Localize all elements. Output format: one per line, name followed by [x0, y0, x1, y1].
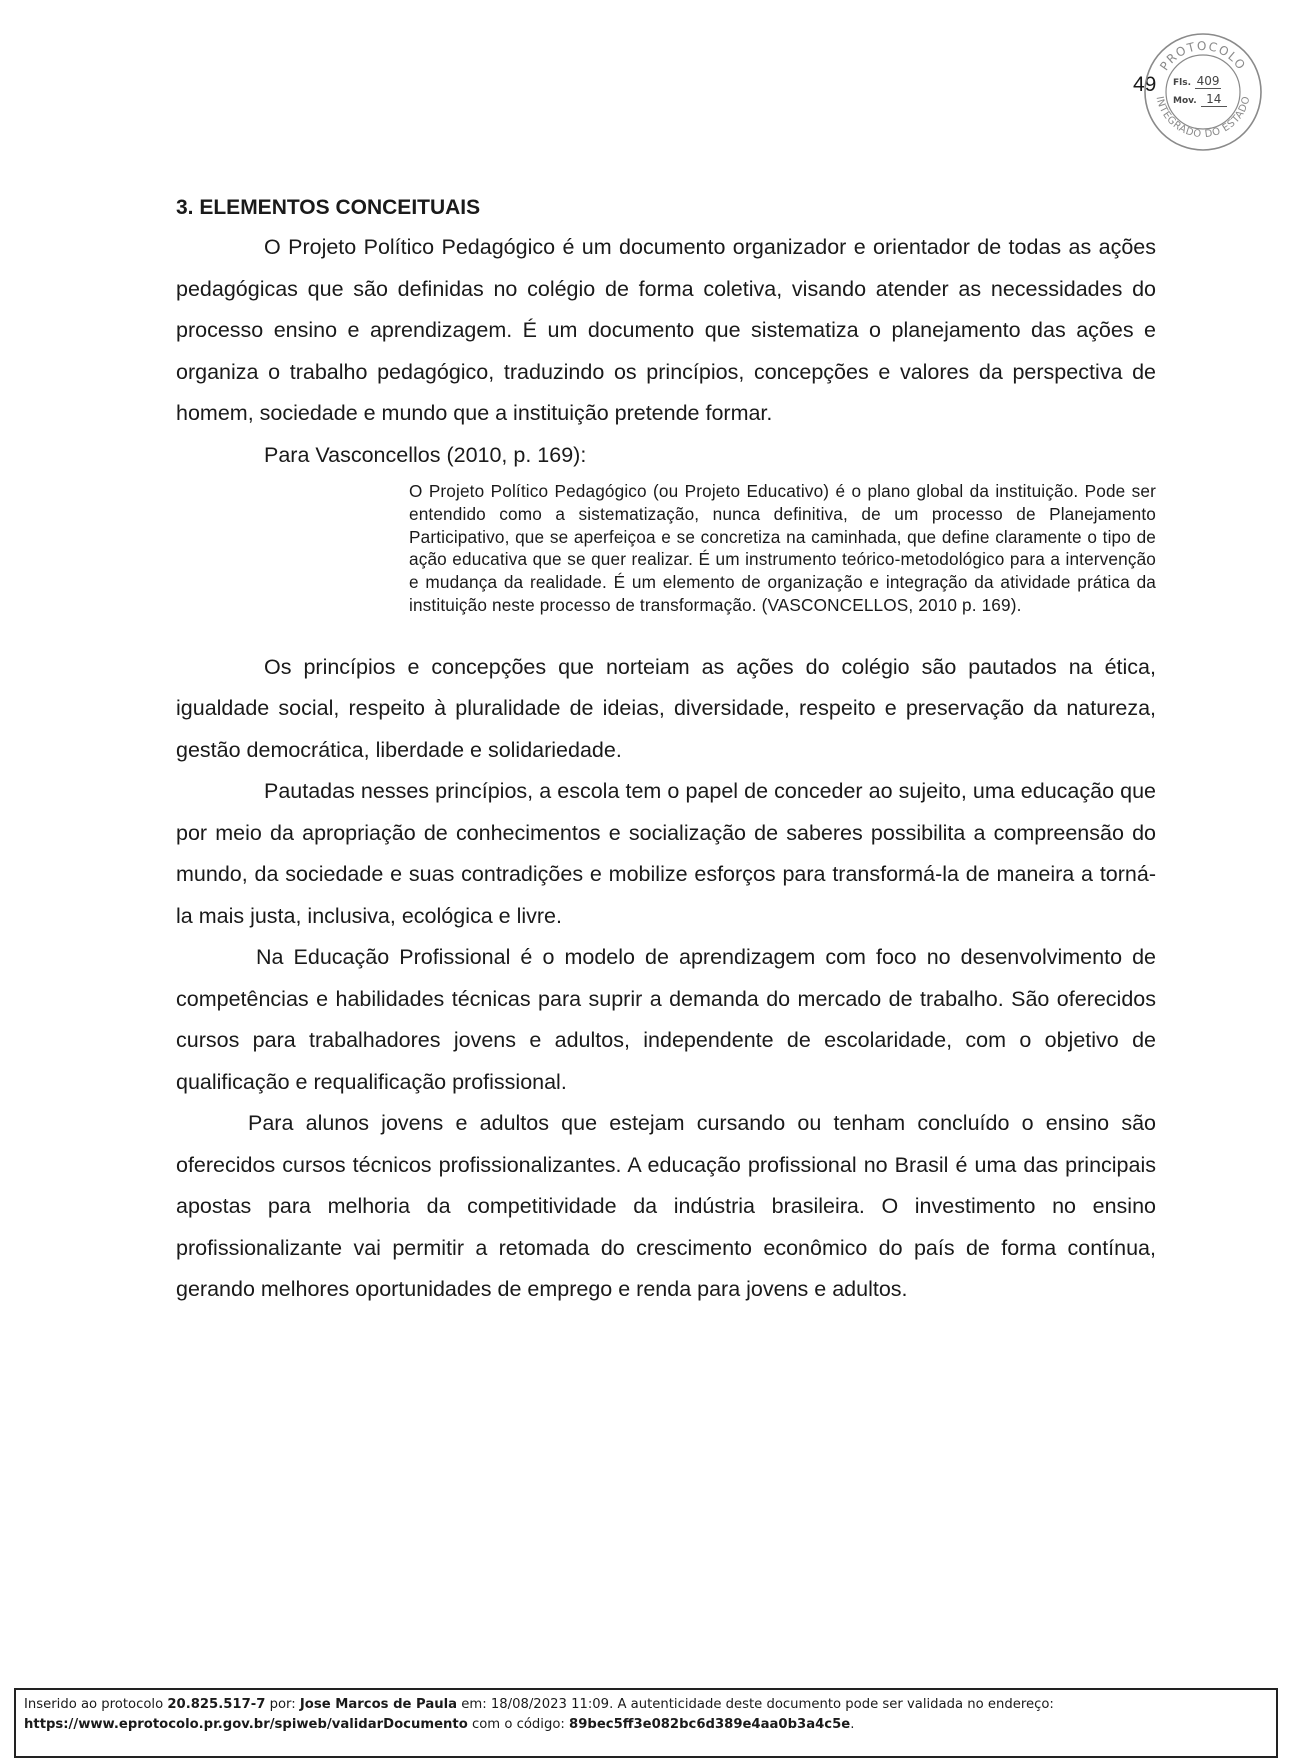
- protocol-stamp: [1143, 32, 1263, 152]
- paragraph-2: Os princípios e concepções que norteiam as ações do colégio são pautados na ética, igualdade social, respeito à pluralidade de ideias, diversidade, respeito e preservação da natureza, gestão democrática, liberdade e solidariedade.: [176, 654, 1156, 762]
- paragraph-3: Pautadas nesses princípios, a escola tem o papel de conceder ao sujeito, uma educação que por meio da apropriação de conhecimentos e socialização de saberes possibilita a compreensão do mundo, da sociedade e suas contradições e mobilize esforços para transformá-la de maneira a torná-la mais justa, inclusiva, ecológica e livre.: [176, 779, 1156, 928]
- footer-line-2: [24, 1715, 1268, 1735]
- stamp-fls-value: 409: [1196, 74, 1220, 88]
- stamp-mov-label: Mov.: [1173, 96, 1197, 106]
- footer-text: Inserido ao protocolo: [24, 1697, 168, 1712]
- paragraph-5: Para alunos jovens e adultos que estejam cursando ou tenham concluído o ensino são oferecidos cursos técnicos profissionalizantes. A educação profissional no Brasil é uma das principais apostas para melhoria da competitividade da indústria brasileira. O investimento no ensino profissionalizante vai permitir a retomada do crescimento econômico do país de forma contínua, gerando melhores oportunidades de emprego e renda para jovens e adultos.: [176, 1111, 1156, 1302]
- footer-validation-code: 89bec5ff3e082bc6d389e4aa0b3a4c5e: [569, 1717, 851, 1732]
- footer-text: .: [850, 1717, 855, 1732]
- stamp-ring-top: PROTOCOLO: [1157, 38, 1249, 74]
- footer-protocol-number: 20.825.517-7: [167, 1697, 266, 1712]
- stamp-mov-value: 14: [1201, 92, 1227, 107]
- footer-line-1: [24, 1695, 1268, 1715]
- stamp-fields: [1173, 74, 1243, 110]
- footer-text: por:: [265, 1697, 300, 1712]
- section-heading: 3. ELEMENTOS CONCEITUAIS: [176, 196, 481, 219]
- footer-text: em: 18/08/2023 11:09. A autenticidade deste documento pode ser validada no endereço:: [457, 1697, 1054, 1712]
- footer-validation-url[interactable]: https://www.eprotocolo.pr.gov.br/spiweb/validarDocumento: [24, 1717, 468, 1732]
- page-number: 49: [1133, 73, 1157, 96]
- validation-footer: [14, 1688, 1278, 1758]
- quote-lead: Para Vasconcellos (2010, p. 169):: [264, 442, 587, 467]
- footer-author: Jose Marcos de Paula: [299, 1697, 458, 1712]
- paragraph-1: O Projeto Político Pedagógico é um documento organizador e orientador de todas as ações pedagógicas que são definidas no colégio de forma coletiva, visando atender as necessidades do processo ensino e aprendizagem. É um documento que sistematiza o planejamento das ações e organiza o trabalho pedagógico, traduzindo os princípios, concepções e valores da perspectiva de homem, sociedade e mundo que a instituição pretende formar.: [176, 235, 1156, 425]
- page-content: [176, 195, 1156, 1311]
- footer-text: com o código:: [467, 1717, 570, 1732]
- block-quote: O Projeto Político Pedagógico (ou Projeto Educativo) é o plano global da instituição. Pode ser entendido como a sistematização, nunca definitiva, de um processo de Planejamento Participativo, que se aperfeiçoa e se concretiza na caminhada, que define claramente o tipo de ação educativa que se quer realizar. É um instrumento teórico-metodológico para a intervenção e mudança da realidade. É um elemento de organização e integração da atividade prática da instituição neste processo de transformação. (VASCONCELLOS, 2010 p. 169).: [409, 481, 1156, 615]
- stamp-ring-bottom: INTEGRADO DO ESTADO: [1153, 95, 1253, 141]
- stamp-fls-label: Fls.: [1173, 78, 1192, 88]
- paragraph-4: Na Educação Profissional é o modelo de aprendizagem com foco no desenvolvimento de competências e habilidades técnicas para suprir a demanda do mercado de trabalho. São oferecidos cursos para trabalhadores jovens e adultos, independente de escolaridade, com o objetivo de qualificação e requalificação profissional.: [176, 945, 1156, 1094]
